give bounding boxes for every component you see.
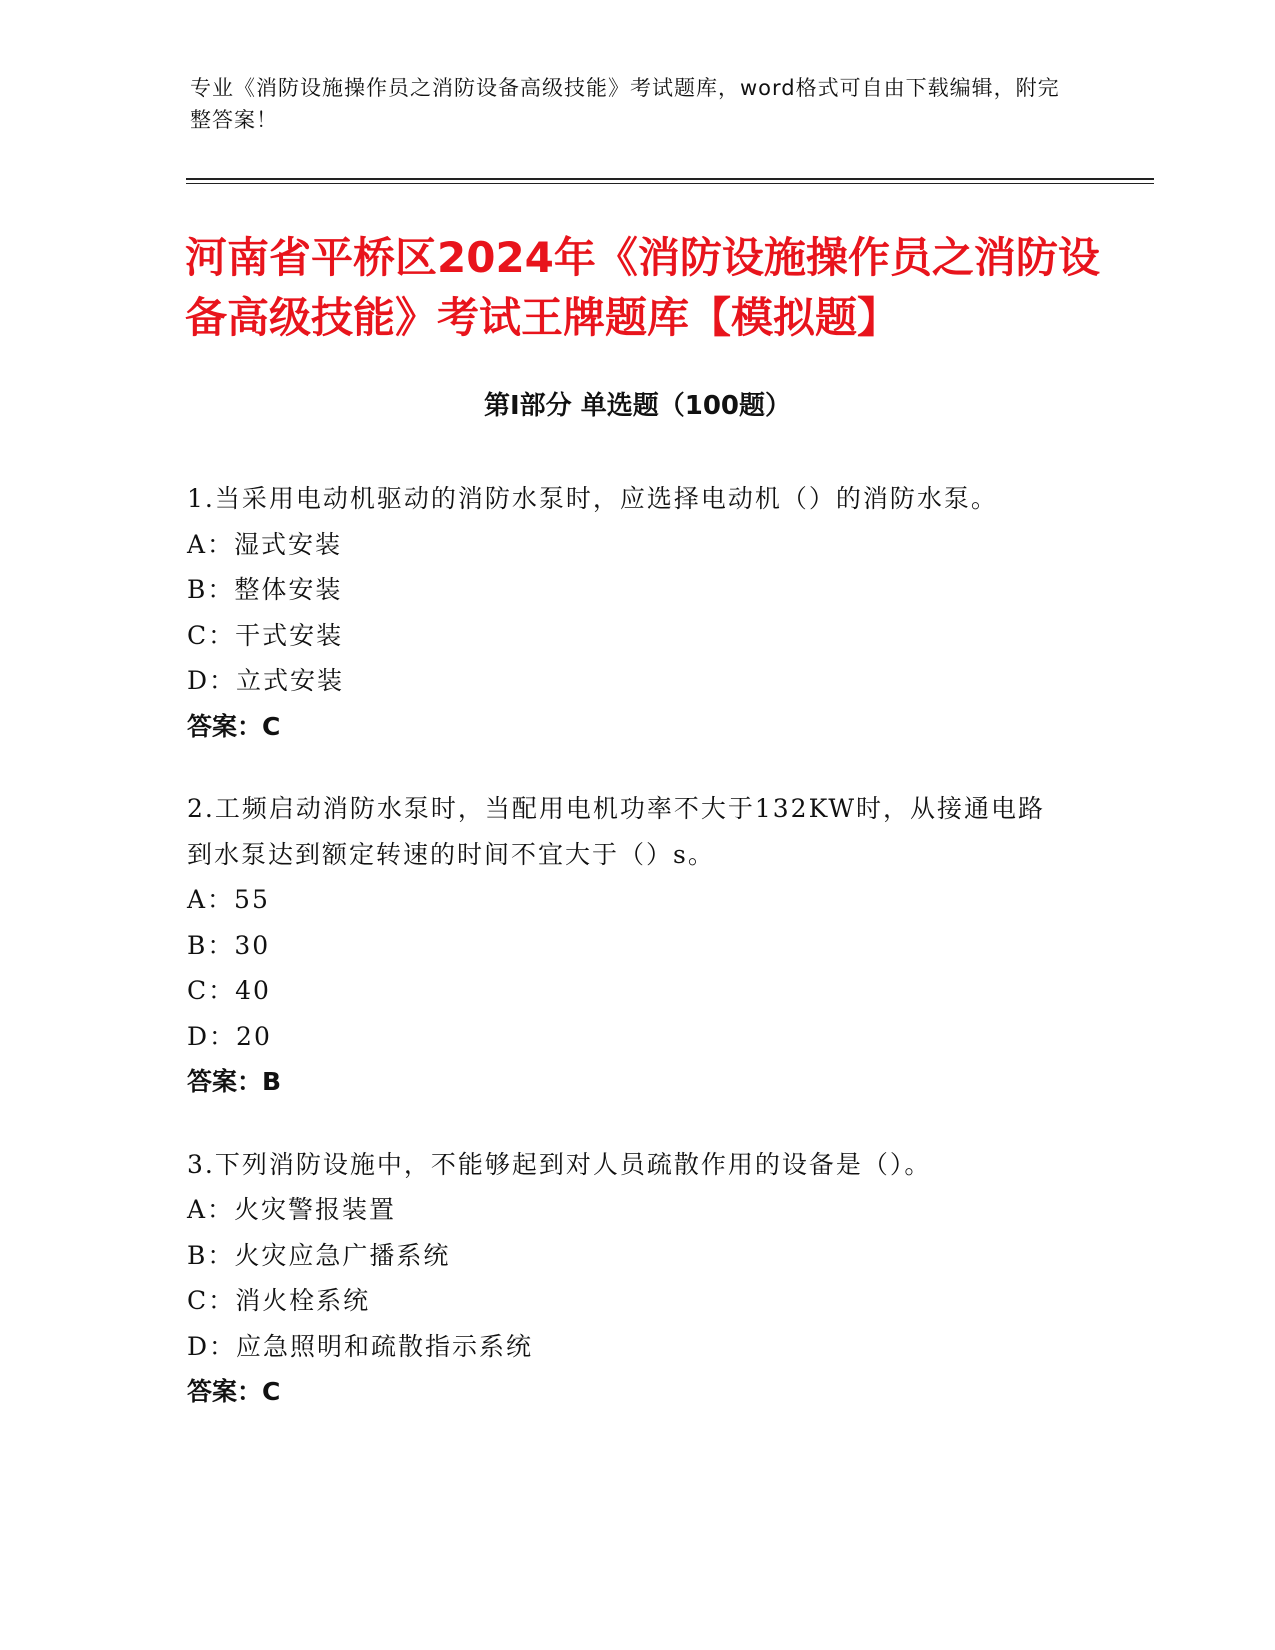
answer: 答案：C <box>187 711 281 741</box>
option-b: B：整体安装 <box>187 575 343 604</box>
option-d: D：立式安装 <box>187 666 345 695</box>
answer: 答案：C <box>187 1377 281 1406</box>
document-title: 河南省平桥区2024年《消防设施操作员之消防设备高级技能》考试王牌题库【模拟题】 <box>185 233 1100 342</box>
header-note: 专业《消防设施操作员之消防设备高级技能》考试题库，word格式可自由下载编辑，附完整答案！ <box>190 76 1060 132</box>
option-b: B：30 <box>187 930 271 960</box>
option-a: A：火灾警报装置 <box>187 1195 397 1224</box>
question-1 <box>187 476 1067 749</box>
option-d: D：应急照明和疏散指示系统 <box>187 1331 534 1361</box>
question-stem: 2.工频启动消防水泵时，当配用电机功率不大于132KW时，从接通电路到水泵达到额定转速的时间不宜大于（）s。 <box>187 794 1046 869</box>
option-a: A：55 <box>187 885 270 914</box>
question-stem: 3.下列消防设施中，不能够起到对人员疏散作用的设备是（）。 <box>187 1149 932 1179</box>
header-divider-thick <box>186 178 1154 180</box>
option-b: B：火灾应急广播系统 <box>187 1240 451 1270</box>
question-2 <box>187 786 1067 1105</box>
question-3 <box>187 1142 1067 1415</box>
answer: 答案：B <box>187 1067 282 1096</box>
question-list <box>187 476 1067 1452</box>
option-c: C：干式安装 <box>187 620 344 650</box>
question-stem: 1.当采用电动机驱动的消防水泵时，应选择电动机（）的消防水泵。 <box>187 484 998 513</box>
option-c: C：消火栓系统 <box>187 1286 371 1315</box>
section-heading: 第Ⅰ部分 单选题（100题） <box>484 391 791 421</box>
option-c: C：40 <box>187 976 271 1005</box>
option-a: A：湿式安装 <box>187 529 343 559</box>
option-d: D：20 <box>187 1021 272 1051</box>
header-divider-thin <box>186 183 1154 184</box>
